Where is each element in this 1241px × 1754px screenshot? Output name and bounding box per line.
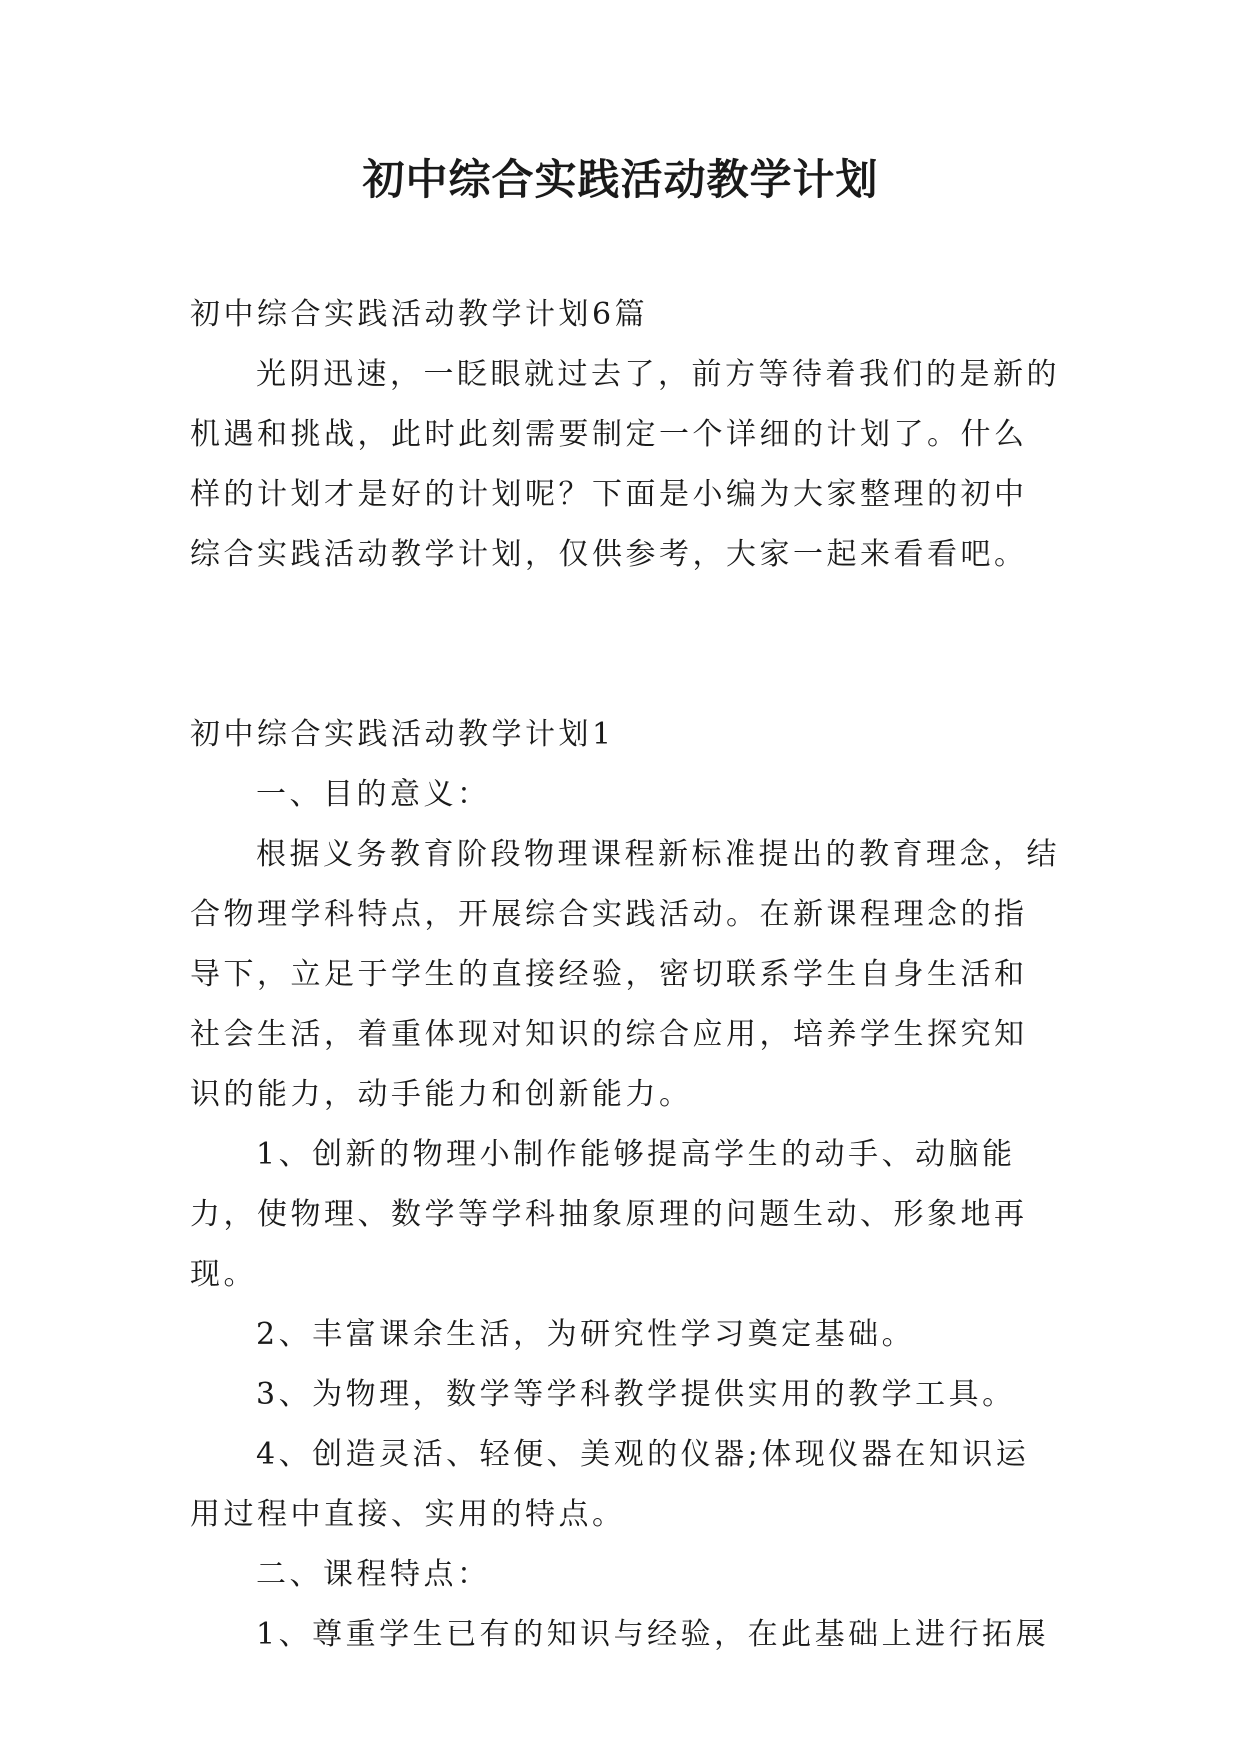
purpose-point-1: 1、创新的物理小制作能够提高学生的动手、动脑能力，使物理、数学等学科抽象原理的问题生动、形象地再现。 [190, 1137, 1028, 1292]
features-point-1: 1、尊重学生已有的知识与经验，在此基础上进行拓展 [256, 1617, 1050, 1652]
purpose-point-2: 2、丰富课余生活，为研究性学习奠定基础。 [256, 1317, 916, 1352]
purpose-paragraph: 根据义务教育阶段物理课程新标准提出的教育理念，结合物理学科特点，开展综合实践活动。在新课程理念的指导下，立足于学生的直接经验，密切联系学生自身生活和社会生活，着重体现对知识的综合应用，培养学生探究知识的能力，动手能力和创新能力。 [190, 837, 1060, 1112]
document-subtitle: 初中综合实践活动教学计划6篇 [190, 297, 649, 332]
purpose-point-4: 4、创造灵活、轻便、美观的仪器;体现仪器在知识运用过程中直接、实用的特点。 [190, 1437, 1030, 1532]
intro-paragraph: 光阴迅速，一眨眼就过去了，前方等待着我们的是新的机遇和挑战，此时此刻需要制定一个详细的计划了。什么样的计划才是好的计划呢？下面是小编为大家整理的初中综合实践活动教学计划，仅供参考，大家一起来看看吧。 [190, 357, 1060, 572]
document-body [190, 285, 1060, 1665]
purpose-point-3: 3、为物理，数学等学科教学提供实用的教学工具。 [256, 1377, 1016, 1412]
part-heading-features: 二、课程特点： [256, 1557, 491, 1592]
section-spacer [190, 585, 1060, 705]
document-title: 初中综合实践活动教学计划 [362, 155, 879, 204]
section-heading: 初中综合实践活动教学计划1 [190, 717, 615, 752]
part-heading-purpose: 一、目的意义： [256, 777, 491, 812]
